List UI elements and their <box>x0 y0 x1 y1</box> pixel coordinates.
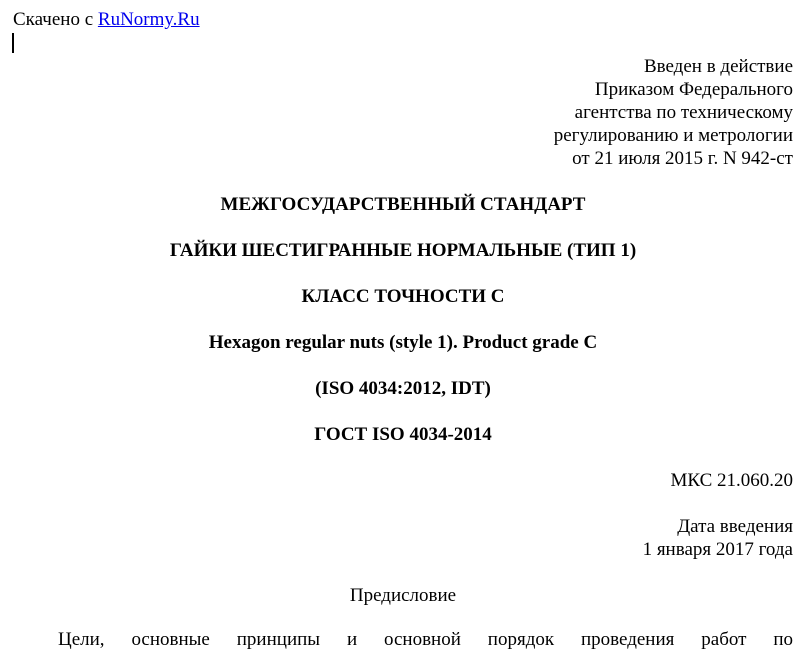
effective-date-label: Дата введения <box>677 516 793 537</box>
source-prefix: Скачено с <box>13 9 94 30</box>
product-grade-ru: КЛАСС ТОЧНОСТИ С <box>301 286 505 307</box>
standard-type-heading: МЕЖГОСУДАРСТВЕННЫЙ СТАНДАРТ <box>220 194 586 215</box>
effective-date-value: 1 января 2017 года <box>642 539 793 560</box>
foreword-word: порядок <box>487 629 555 650</box>
source-link[interactable]: RuNormy.Ru <box>97 9 200 30</box>
approval-line-2: Приказом Федерального <box>594 79 793 100</box>
text-cursor <box>12 33 14 53</box>
foreword-heading: Предисловие <box>349 585 457 606</box>
foreword-word: основной <box>384 629 461 650</box>
approval-line-1: Введен в действие <box>643 56 793 77</box>
foreword-word: по <box>773 629 793 650</box>
foreword-word: проведения <box>580 629 675 650</box>
approval-line-5: от 21 июля 2015 г. N 942-ст <box>572 148 793 169</box>
approval-line-4: регулированию и метрологии <box>553 125 793 146</box>
foreword-word: принципы <box>236 629 321 650</box>
foreword-first-line <box>58 629 793 651</box>
mks-code: МКС 21.060.20 <box>670 470 793 491</box>
approval-line-3: агентства по техническому <box>574 102 793 123</box>
standard-designation: ГОСТ ISO 4034-2014 <box>314 424 492 445</box>
foreword-word: и <box>346 629 358 650</box>
standard-title-en: Hexagon regular nuts (style 1). Product grade C <box>208 332 598 353</box>
iso-reference: (ISO 4034:2012, IDT) <box>315 378 491 399</box>
standard-title-ru: ГАЙКИ ШЕСТИГРАННЫЕ НОРМАЛЬНЫЕ (ТИП 1) <box>169 240 637 261</box>
foreword-word: основные <box>131 629 210 650</box>
foreword-word: работ <box>701 629 747 650</box>
source-line <box>13 9 200 31</box>
foreword-word: Цели, <box>58 629 105 650</box>
